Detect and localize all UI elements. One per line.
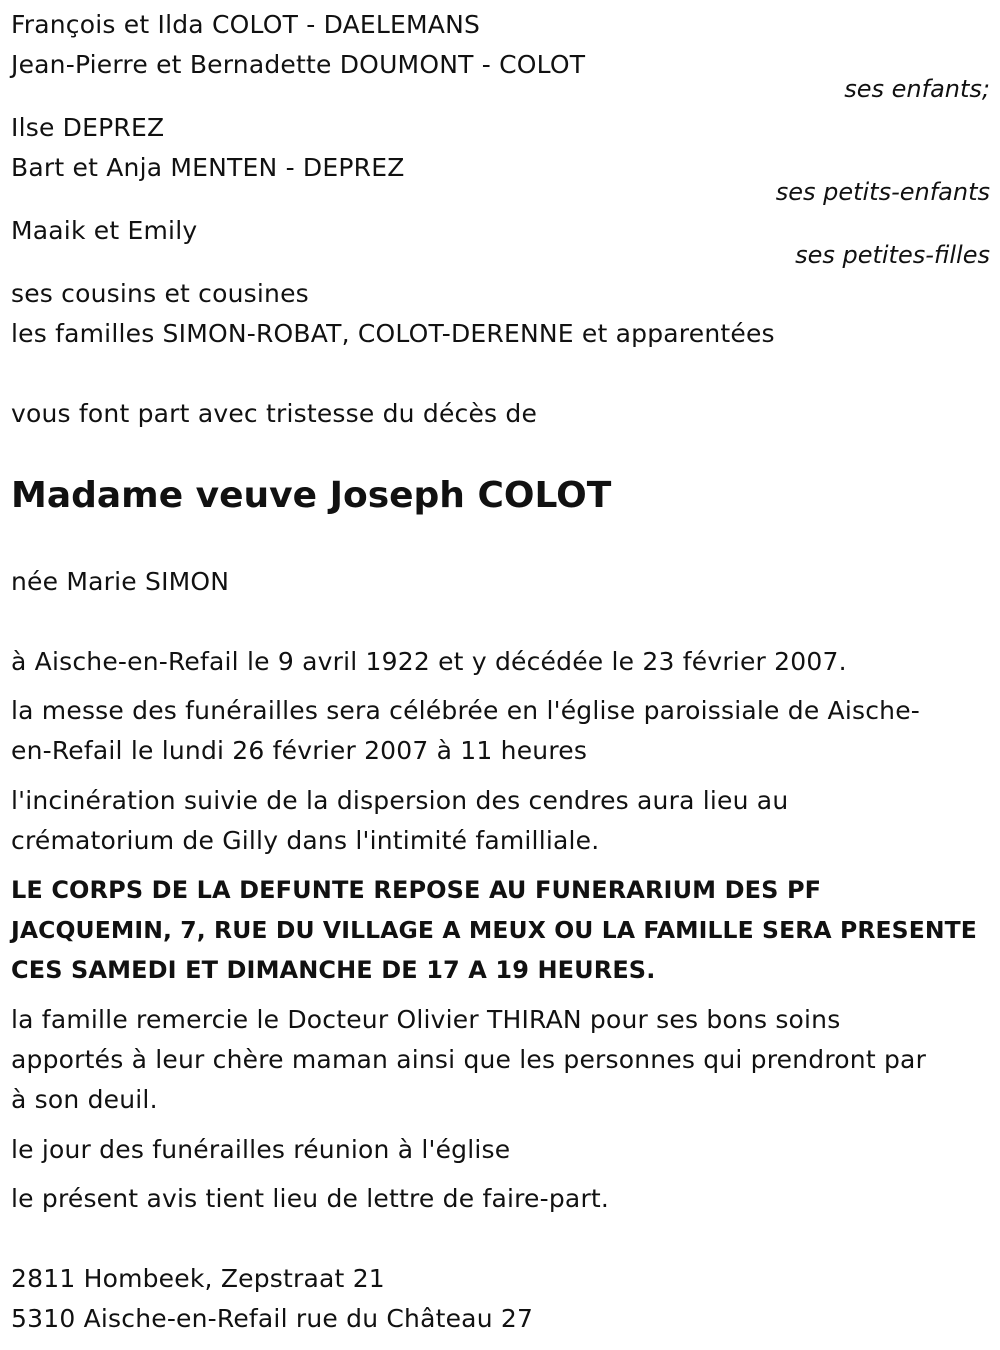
deceased-name: Madame veuve Joseph COLOT <box>11 475 612 516</box>
children-label: ses enfants; <box>844 75 990 103</box>
mass-text-line: la messe des funérailles sera célébrée en l'église paroissiale de Aische- <box>11 696 921 725</box>
relatives-line: ses cousins et cousines <box>11 279 309 308</box>
repose-text-line: JACQUEMIN, 7, RUE DU VILLAGE A MEUX OU LA FAMILLE SERA PRESENTE <box>11 916 977 944</box>
relatives-line: les familles SIMON-ROBAT, COLOT-DERENNE et apparentées <box>11 319 775 348</box>
thanks-text-line: la famille remercie le Docteur Olivier THIRAN pour ses bons soins <box>11 1005 841 1034</box>
repose-text-line: LE CORPS DE LA DEFUNTE REPOSE AU FUNERARIUM DES PF <box>11 876 822 904</box>
address-line: 5310 Aische-en-Refail rue du Château 27 <box>11 1304 534 1333</box>
birth-death-text: à Aische-en-Refail le 9 avril 1922 et y décédée le 23 février 2007. <box>11 647 847 676</box>
thanks-text-line: à son deuil. <box>11 1085 158 1114</box>
greatgrandchild-line: Maaik et Emily <box>11 216 198 245</box>
cremation-text-line: crématorium de Gilly dans l'intimité familliale. <box>11 826 600 855</box>
child-family-line: Jean-Pierre et Bernadette DOUMONT - COLOT <box>11 50 586 79</box>
born-name: née Marie SIMON <box>11 567 230 596</box>
mass-text-line: en-Refail le lundi 26 février 2007 à 11 heures <box>11 736 588 765</box>
address-line: 2811 Hombeek, Zepstraat 21 <box>11 1264 385 1293</box>
repose-text-line: CES SAMEDI ET DIMANCHE DE 17 A 19 HEURES. <box>11 956 656 984</box>
child-family-line: François et Ilda COLOT - DAELEMANS <box>11 10 481 39</box>
greatgrand-label: ses petites-filles <box>795 241 990 269</box>
cremation-text-line: l'incinération suivie de la dispersion des cendres aura lieu au <box>11 786 789 815</box>
grandchild-line: Bart et Anja MENTEN - DEPREZ <box>11 153 405 182</box>
grandchild-line: Ilse DEPREZ <box>11 113 165 142</box>
announcement-text: vous font part avec tristesse du décès de <box>11 399 538 428</box>
thanks-text-line: apportés à leur chère maman ainsi que les personnes qui prendront par <box>11 1045 927 1074</box>
meeting-text: le jour des funérailles réunion à l'église <box>11 1135 511 1164</box>
notice-text: le présent avis tient lieu de lettre de faire-part. <box>11 1184 610 1213</box>
grandchildren-label: ses petits-enfants <box>775 178 990 206</box>
